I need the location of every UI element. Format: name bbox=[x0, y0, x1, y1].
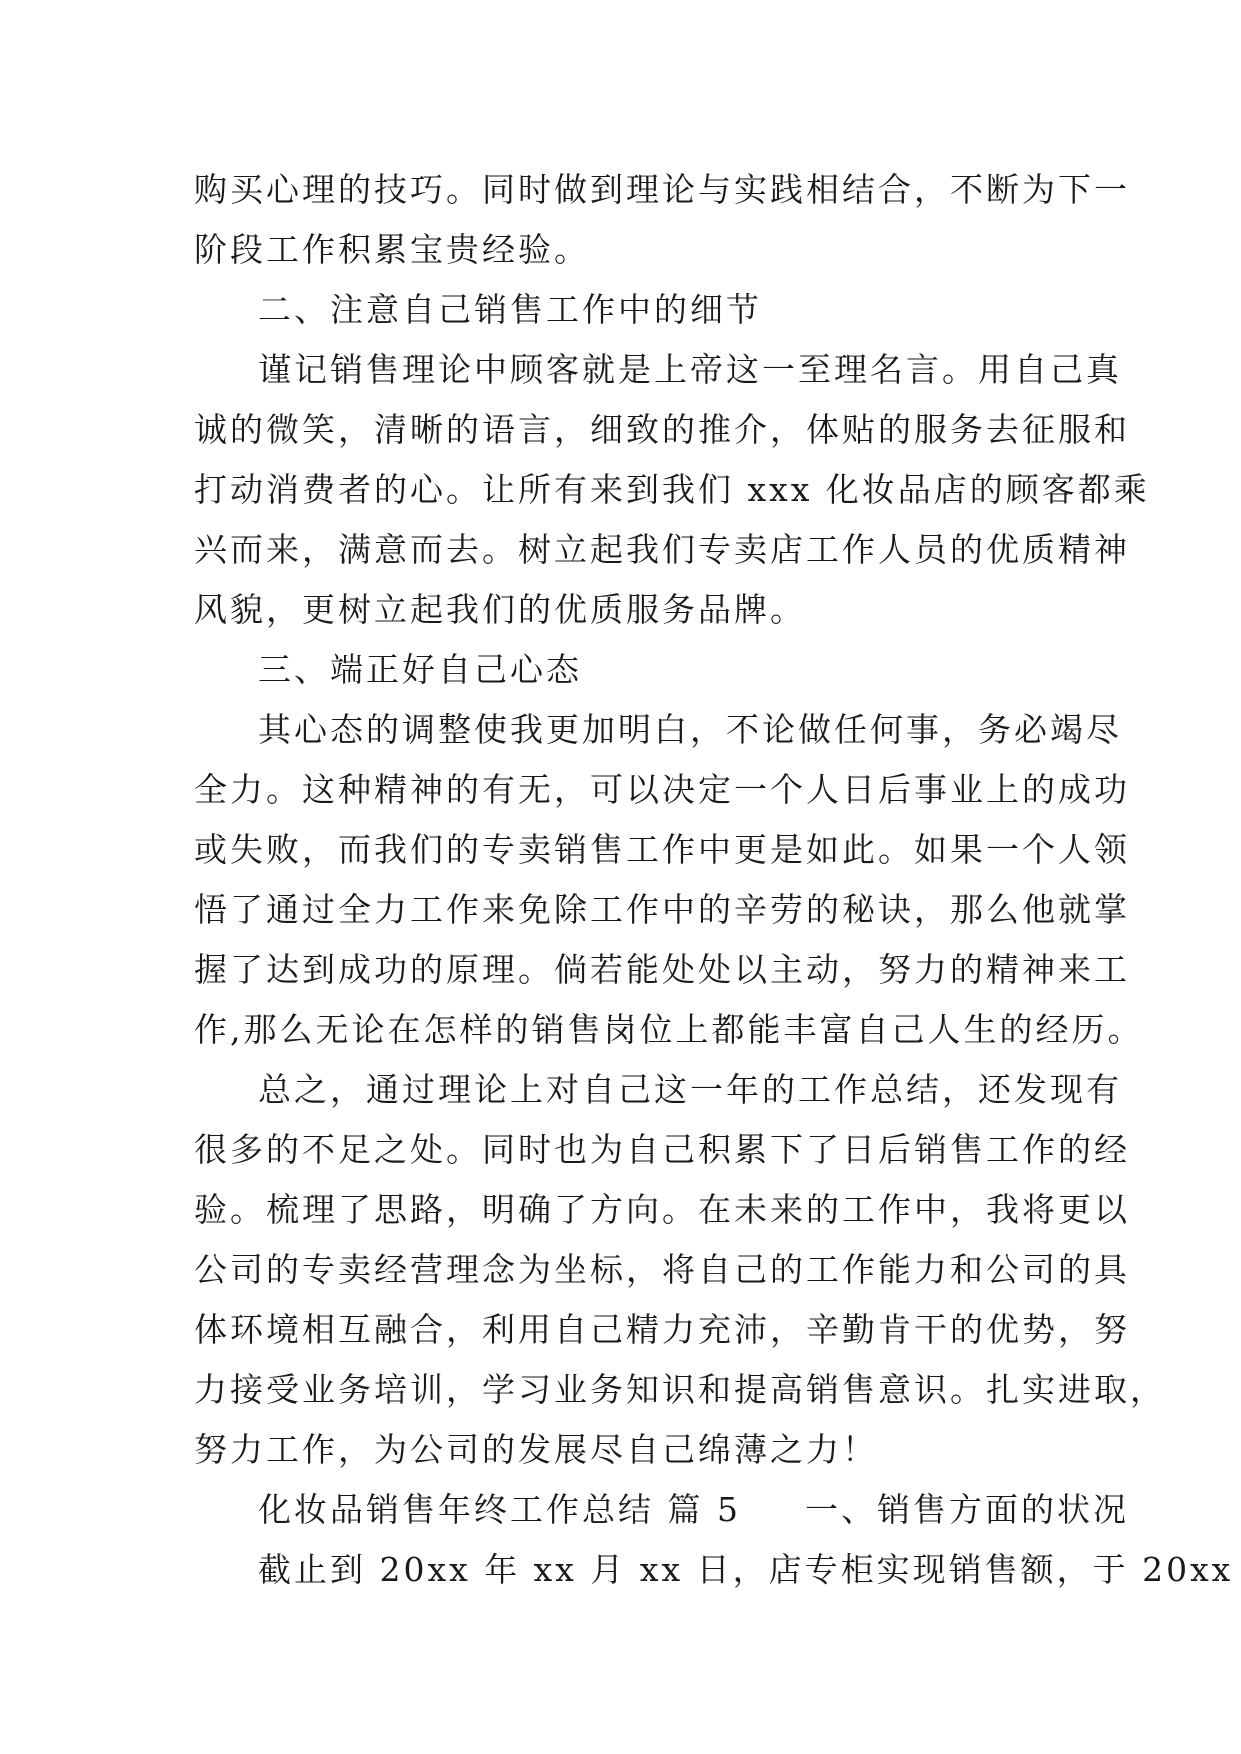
body-line: 其心态的调整使我更加明白，不论做任何事，务必竭尽 bbox=[258, 710, 1122, 749]
body-line: 作,那么无论在怎样的销售岗位上都能丰富自己人生的经历。 bbox=[194, 1010, 1144, 1049]
body-line: 截止到 20xx 年 xx 月 xx 日，店专柜实现销售额，于 20xx bbox=[258, 1550, 1234, 1589]
body-line: 购买心理的技巧。同时做到理论与实践相结合，不断为下一 bbox=[194, 170, 1130, 209]
article-title: 化妆品销售年终工作总结 篇 5 bbox=[258, 1490, 741, 1529]
body-line: 或失败，而我们的专卖销售工作中更是如此。如果一个人领 bbox=[194, 830, 1130, 869]
body-line: 总之，通过理论上对自己这一年的工作总结，还发现有 bbox=[258, 1070, 1122, 1109]
section-heading: 三、端正好自己心态 bbox=[258, 650, 582, 689]
body-line: 打动消费者的心。让所有来到我们 xxx 化妆品店的顾客都乘 bbox=[194, 470, 1150, 509]
body-line: 阶段工作积累宝贵经验。 bbox=[194, 230, 590, 269]
body-line: 握了达到成功的原理。倘若能处处以主动，努力的精神来工 bbox=[194, 950, 1130, 989]
body-line: 诚的微笑，清晰的语言，细致的推介，体贴的服务去征服和 bbox=[194, 410, 1130, 449]
body-line: 兴而来，满意而去。树立起我们专卖店工作人员的优质精神 bbox=[194, 530, 1130, 569]
document-page bbox=[194, 160, 1234, 1600]
body-line: 悟了通过全力工作来免除工作中的辛劳的秘诀，那么他就掌 bbox=[194, 890, 1130, 929]
body-line: 力接受业务培训，学习业务知识和提高销售意识。扎实进取， bbox=[194, 1370, 1166, 1409]
body-line: 谨记销售理论中顾客就是上帝这一至理名言。用自己真 bbox=[258, 350, 1122, 389]
body-line: 全力。这种精神的有无，可以决定一个人日后事业上的成功 bbox=[194, 770, 1130, 809]
section-heading: 二、注意自己销售工作中的细节 bbox=[258, 290, 762, 329]
body-line: 体环境相互融合，利用自己精力充沛，辛勤肯干的优势，努 bbox=[194, 1310, 1130, 1349]
body-line: 风貌，更树立起我们的优质服务品牌。 bbox=[194, 590, 806, 629]
body-line: 努力工作，为公司的发展尽自己绵薄之力！ bbox=[194, 1430, 878, 1469]
body-line: 公司的专卖经营理念为坐标，将自己的工作能力和公司的具 bbox=[194, 1250, 1130, 1289]
body-line: 很多的不足之处。同时也为自己积累下了日后销售工作的经 bbox=[194, 1130, 1130, 1169]
section-heading: 一、销售方面的状况 bbox=[804, 1490, 1129, 1529]
body-line: 验。梳理了思路，明确了方向。在未来的工作中，我将更以 bbox=[194, 1190, 1130, 1229]
article-title-line bbox=[194, 1480, 1129, 1540]
